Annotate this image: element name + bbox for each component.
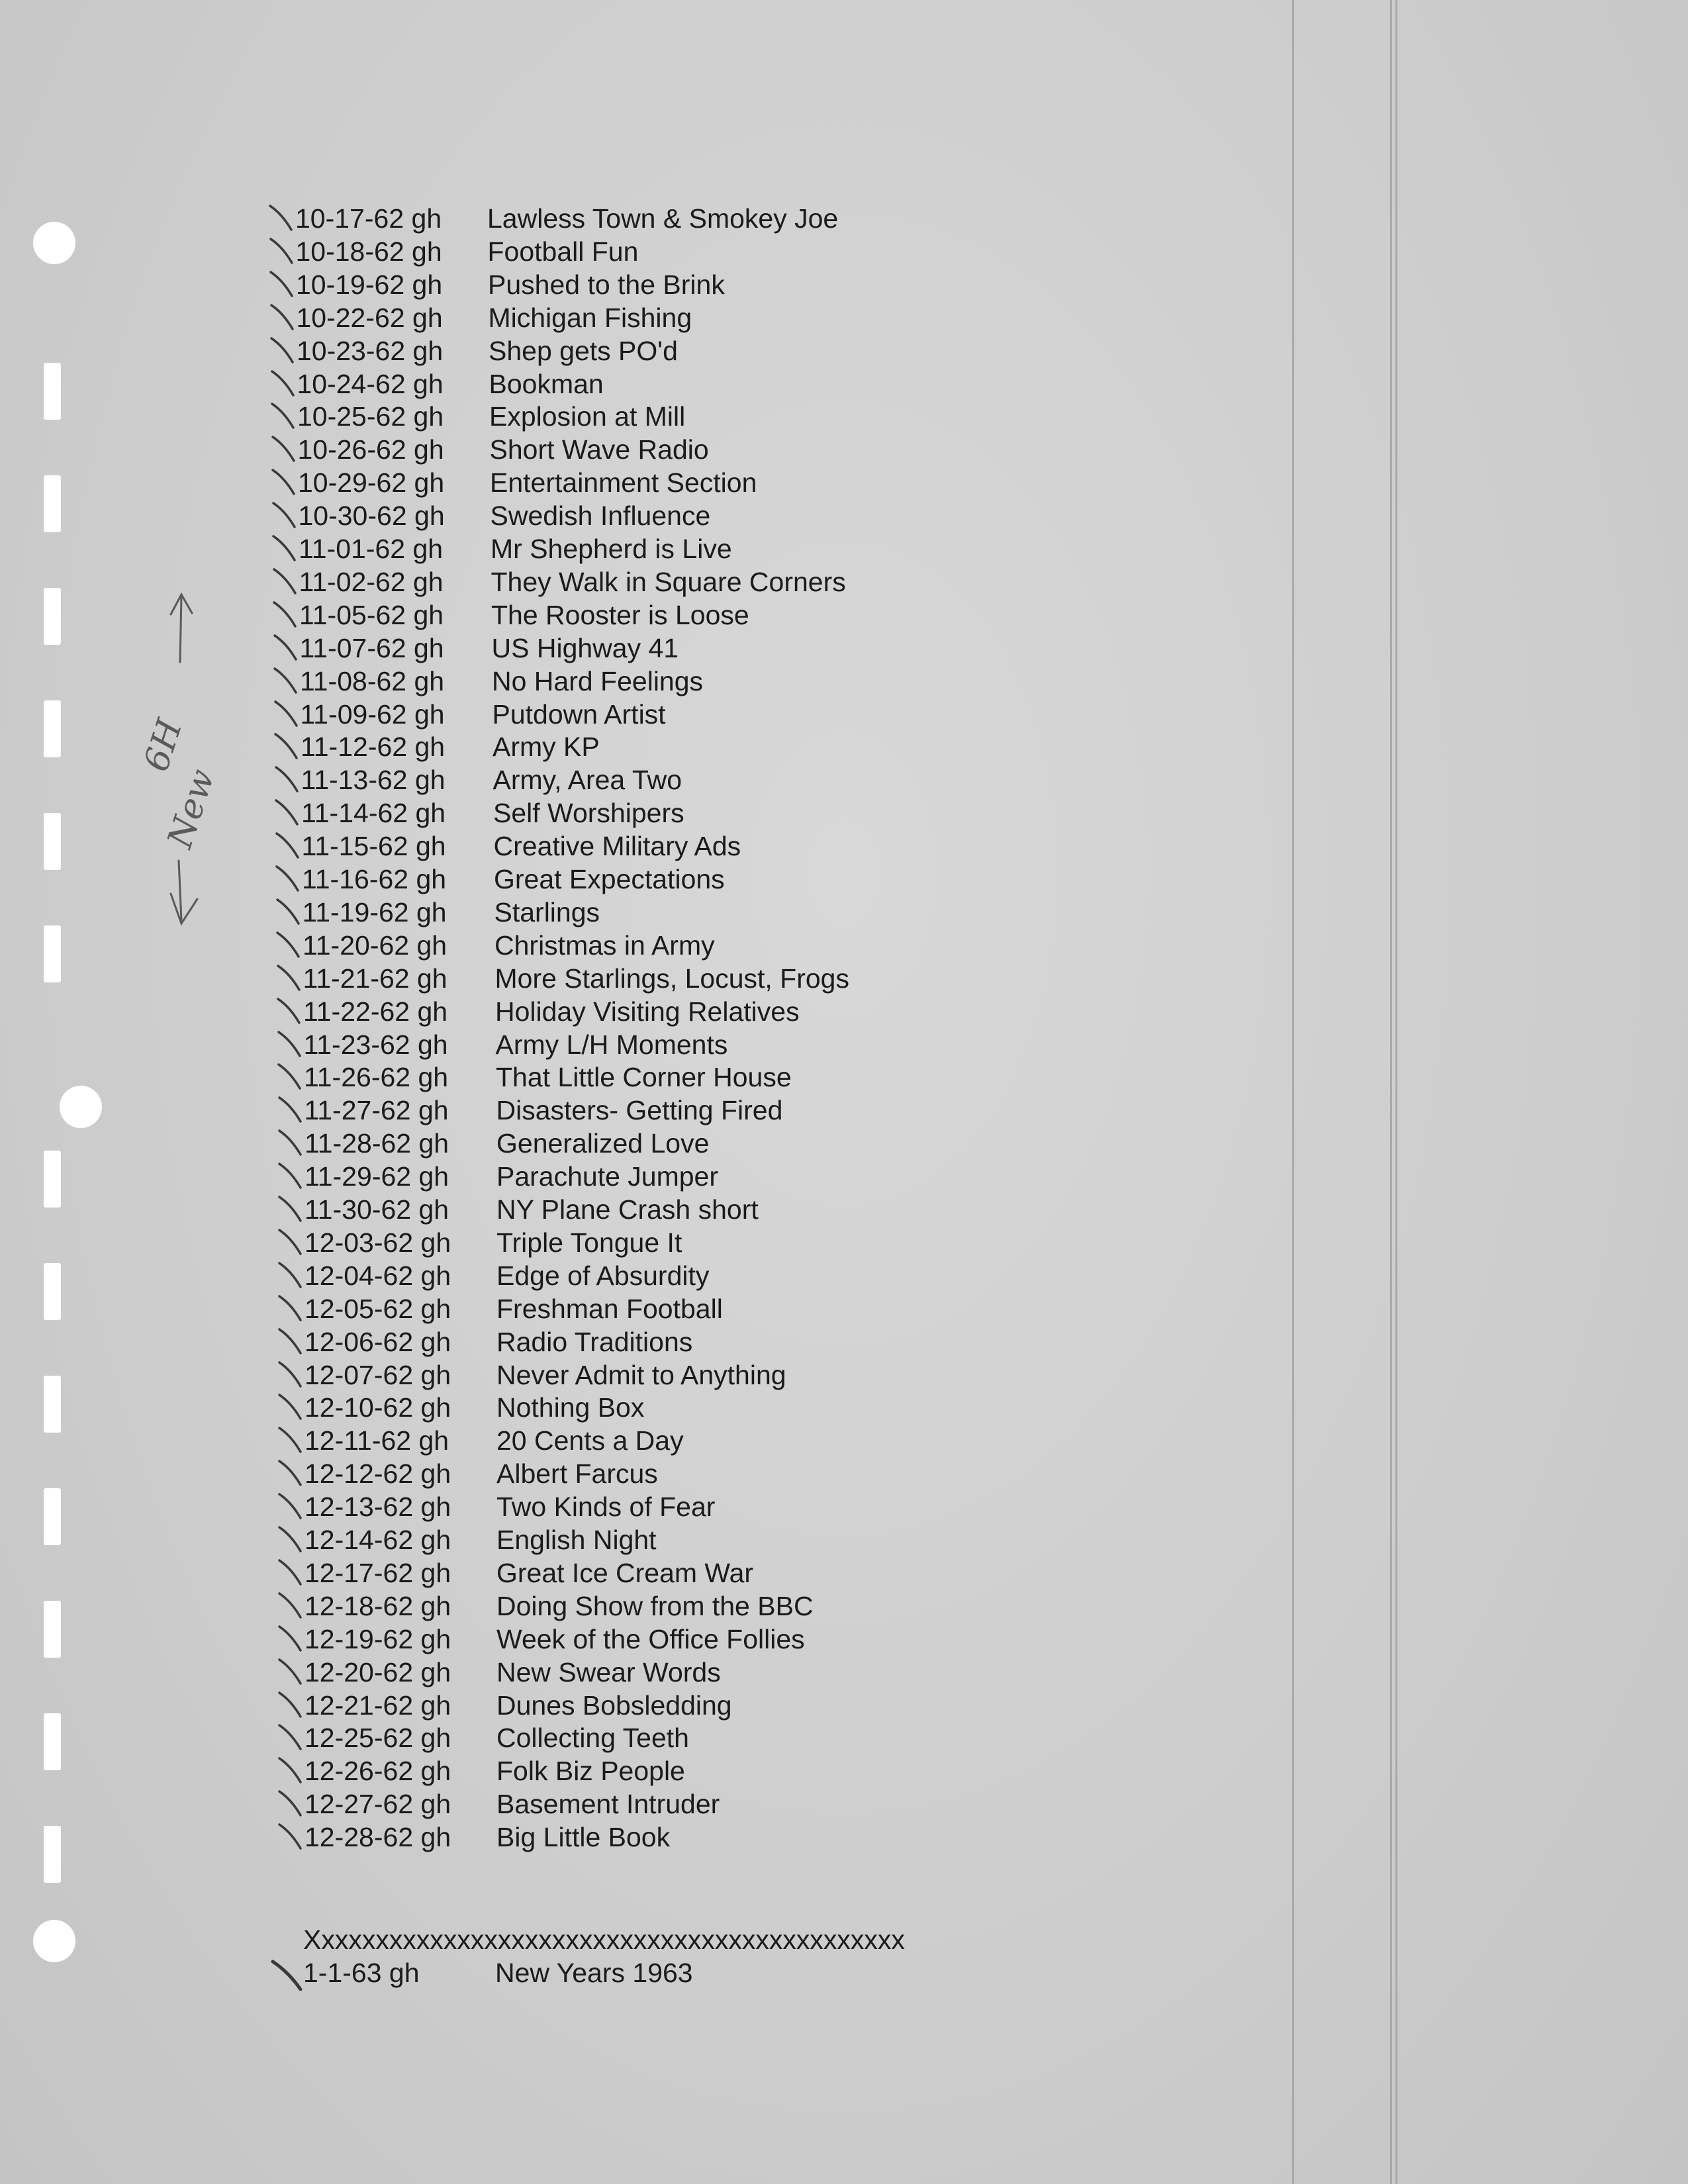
entry-title: Collecting Teeth [496,1723,689,1753]
entry-title: Holiday Visiting Relatives [495,996,800,1027]
list-item [305,1226,966,1259]
binder-hole [44,1263,61,1320]
list-item [305,1391,966,1424]
list-item [299,532,961,565]
list-item [305,1556,966,1590]
entry-title: More Starlings, Locust, Frogs [494,963,849,994]
entry-date: 11-21-62 gh [303,963,447,994]
list-item [300,665,962,698]
list-item [305,1689,966,1722]
entry-title: Pushed to the Brink [488,269,725,300]
list-item [297,400,959,433]
vertical-rule [1395,0,1397,2184]
entry-date: 11-19-62 gh [302,897,447,927]
binder-hole [60,1086,102,1128]
list-item [303,896,964,929]
entry-date: 12-12-62 gh [305,1458,451,1489]
check-mark-icon [270,1227,310,1260]
entry-date: 11-26-62 gh [304,1062,449,1092]
entry-date: 11-30-62 gh [305,1194,449,1225]
check-mark-icon [270,1161,310,1194]
binder-hole [44,363,61,420]
list-item [305,1259,966,1292]
entry-date: 11-29-62 gh [305,1161,449,1192]
entry-date: 12-18-62 gh [305,1591,451,1621]
check-mark-icon [270,1360,310,1393]
entry-date: 12-07-62 gh [305,1360,451,1390]
list-item [299,598,961,632]
check-mark-icon [265,633,305,666]
list-item [305,1193,966,1226]
entry-title: Triple Tongue It [496,1227,682,1258]
list-item [298,433,960,466]
entry-date: 12-20-62 gh [305,1657,451,1687]
entry-date: 10-25-62 gh [297,401,444,432]
check-mark-icon [270,1260,310,1294]
vertical-rule [1292,0,1294,2184]
entry-title: Great Ice Cream War [496,1558,754,1588]
list-item [303,1956,965,1989]
entry-title: Edge of Absurdity [496,1260,710,1291]
list-item [303,962,965,995]
entry-date: 11-20-62 gh [303,930,447,961]
entry-title: Swedish Influence [490,500,711,531]
list-item [301,763,963,796]
entry-title: Nothing Box [496,1392,645,1423]
entry-title: Great Expectations [494,864,725,894]
check-mark-icon [270,1591,310,1624]
entry-title: Basement Intruder [496,1789,720,1819]
entry-date: 11-05-62 gh [299,600,444,630]
check-mark-icon [269,963,308,996]
list-item [305,1721,966,1754]
entry-date: 11-16-62 gh [302,864,447,894]
binder-hole [44,1376,61,1433]
entry-title: Army L/H Moments [495,1029,728,1060]
check-mark-icon [269,1958,308,1991]
entry-date: 11-08-62 gh [300,666,445,696]
check-mark-icon [264,534,304,567]
entry-title: Bookman [489,369,604,399]
list-item [305,1656,966,1689]
list-item [305,1523,966,1556]
binder-hole [33,222,75,264]
check-mark-icon [267,864,307,897]
entry-date: 11-13-62 gh [301,765,445,795]
check-mark-icon [267,798,306,831]
check-mark-icon [270,1194,310,1227]
entry-date: 10-22-62 gh [296,303,443,333]
list-item [305,1358,966,1392]
check-mark-icon [263,434,303,467]
list-item [299,565,961,598]
list-item [300,632,962,665]
entry-title: Starlings [494,897,600,927]
list-item [297,301,959,334]
binder-hole [44,1488,61,1545]
entry-title: Short Wave Radio [489,434,709,465]
check-mark-icon [268,930,308,963]
binder-hole [33,1920,75,1962]
entry-title: Shep gets PO'd [489,336,678,366]
entry-title: US Highway 41 [491,633,679,663]
entry-title: Two Kinds of Fear [496,1492,716,1522]
check-mark-icon [270,1425,310,1458]
entry-title: Michigan Fishing [488,303,692,333]
list-item [297,334,959,367]
entry-date: 11-28-62 gh [305,1128,449,1159]
binder-hole [44,475,61,532]
check-mark-icon [263,369,303,402]
check-mark-icon [261,269,301,303]
list-item [305,1821,966,1854]
list-item [301,698,962,731]
check-mark-icon [269,1062,309,1095]
list-item [305,1325,966,1358]
list-item [301,796,963,830]
list-item [296,235,958,268]
list-item [303,929,964,962]
entry-title: Lawless Town & Smokey Joe [487,203,839,234]
entry-date: 12-05-62 gh [305,1294,451,1324]
list-item [305,1424,966,1457]
list-item [299,499,961,532]
check-mark-icon [270,1392,310,1425]
entry-date: 11-27-62 gh [304,1095,449,1125]
list-item [295,202,957,235]
entry-date: 11-15-62 gh [301,831,446,861]
check-mark-icon [261,203,301,236]
list-item [305,1787,966,1821]
entry-title: Doing Show from the BBC [496,1591,814,1621]
entry-title: New Swear Words [496,1657,721,1687]
entry-date: 11-12-62 gh [301,732,445,762]
entry-date: 11-02-62 gh [299,567,444,597]
binder-hole [44,1151,61,1208]
entry-title: Creative Military Ads [493,831,741,861]
check-mark-icon [270,1690,310,1723]
entry-title: Big Little Book [496,1822,671,1852]
list-item [305,1292,966,1325]
entry-title: Week of the Office Follies [496,1624,805,1654]
entry-title: Mr Shepherd is Live [491,534,732,564]
entry-title: Army KP [492,732,600,762]
entry-title: The Rooster is Loose [491,600,749,630]
list-item [304,1061,966,1094]
entry-title: Radio Traditions [496,1327,693,1357]
check-mark-icon [270,1327,310,1360]
entry-date: 12-28-62 gh [305,1822,451,1852]
entry-date: 10-24-62 gh [297,369,444,399]
handwritten-new: New [160,764,223,853]
entry-title: That Little Corner House [496,1062,792,1092]
entry-date: 12-06-62 gh [305,1327,451,1357]
entry-date: 12-13-62 gh [305,1492,451,1522]
binder-hole [44,1826,61,1883]
check-mark-icon [270,1822,310,1855]
check-mark-icon [270,1789,310,1822]
entry-date: 10-18-62 gh [295,236,442,267]
binder-hole [44,926,61,982]
check-mark-icon [267,831,307,864]
entry-title: Dunes Bobsledding [496,1690,732,1721]
check-mark-icon [270,1723,310,1756]
entry-title: NY Plane Crash short [496,1194,759,1225]
entry-date: 12-19-62 gh [305,1624,451,1654]
entry-title: Putdown Artist [492,699,666,730]
entry-date: 10-26-62 gh [297,434,444,465]
list-item [305,1490,966,1523]
entry-date: 12-21-62 gh [305,1690,451,1721]
list-item [302,863,964,896]
entry-title: 20 Cents a Day [496,1425,684,1456]
entry-date: 10-19-62 gh [296,269,443,300]
entry-title: No Hard Feelings [492,666,704,696]
entry-date: 10-17-62 gh [295,203,442,234]
binder-hole [44,700,61,757]
entry-title: Generalized Love [496,1128,710,1159]
check-mark-icon [270,1294,310,1327]
entry-date: 12-11-62 gh [305,1425,449,1456]
check-mark-icon [270,1756,310,1789]
vertical-rule [1390,0,1392,2184]
list-item [298,466,960,499]
check-mark-icon [262,336,302,369]
list-item [305,1094,966,1127]
binder-hole [44,813,61,870]
check-mark-icon [270,1525,310,1558]
entry-title: Entertainment Section [490,467,757,498]
entry-date: 11-23-62 gh [303,1029,448,1060]
check-mark-icon [262,303,302,336]
entry-date: 10-29-62 gh [298,467,445,498]
check-mark-icon [263,467,303,500]
entry-date: 11-14-62 gh [301,798,446,828]
entry-date: 11-07-62 gh [299,633,444,663]
entry-title: Disasters- Getting Fired [496,1095,783,1125]
check-mark-icon [265,600,305,633]
entry-title: Never Admit to Anything [496,1360,786,1390]
entry-title: Folk Biz People [496,1756,685,1786]
entry-date: 11-01-62 gh [299,534,444,564]
entry-date: 12-14-62 gh [305,1525,451,1555]
list-item [297,367,959,401]
check-mark-icon [265,666,305,699]
list-item [303,995,965,1028]
list-item [305,1754,966,1787]
entry-date: 10-23-62 gh [297,336,444,366]
list-item [304,1028,966,1061]
arrow-up-icon [171,594,192,662]
check-mark-icon [270,1492,310,1525]
check-mark-icon [263,401,303,434]
list-item [305,1590,966,1623]
list-item [305,1127,966,1160]
binder-hole [44,1601,61,1658]
entry-date: 1-1-63 gh [303,1958,420,1988]
check-mark-icon [267,765,306,798]
check-mark-icon [265,567,305,600]
list-item [305,1623,966,1656]
entry-date: 12-26-62 gh [305,1756,451,1786]
entry-title: Freshman Football [496,1294,723,1324]
check-mark-icon [264,500,304,534]
entry-title: English Night [496,1525,657,1555]
handwritten-6h: 6H [136,714,191,777]
check-mark-icon [270,1095,310,1128]
entry-date: 10-30-62 gh [298,500,445,531]
check-mark-icon [269,996,308,1029]
check-mark-icon [270,1558,310,1591]
handwritten-note [132,583,252,953]
entry-title: They Walk in Square Corners [491,567,846,597]
entry-date: 12-10-62 gh [305,1392,451,1423]
check-mark-icon [270,1624,310,1657]
arrow-down-icon [171,861,197,924]
entry-title: Army, Area Two [492,765,682,795]
entry-title: Self Worshipers [493,798,684,828]
entry-title: Albert Farcus [496,1458,658,1489]
list-item [305,1160,966,1193]
entry-title: Christmas in Army [494,930,715,961]
entry-date: 12-25-62 gh [305,1723,451,1753]
check-mark-icon [270,1657,310,1690]
check-mark-icon [266,732,306,765]
check-mark-icon [261,236,301,269]
list-item [301,730,962,763]
entry-title: Explosion at Mill [489,401,686,432]
binder-hole [44,588,61,645]
check-mark-icon [268,897,308,930]
list-item [296,268,958,301]
separator-line: Xxxxxxxxxxxxxxxxxxxxxxxxxxxxxxxxxxxxxxxxxxxx [303,1924,905,1955]
check-mark-icon [266,699,306,732]
entry-date: 12-27-62 gh [305,1789,451,1819]
entry-title: Football Fun [487,236,639,267]
check-mark-icon [270,1128,310,1161]
entry-title: New Years 1963 [495,1958,693,1988]
entry-title: Parachute Jumper [496,1161,719,1192]
entry-date: 12-17-62 gh [305,1558,451,1588]
list-item [305,1457,966,1490]
entry-date: 12-03-62 gh [305,1227,451,1258]
check-mark-icon [269,1029,309,1063]
entry-date: 12-04-62 gh [305,1260,451,1291]
entry-date: 11-09-62 gh [300,699,445,730]
check-mark-icon [270,1458,310,1492]
list-item [302,830,964,863]
binder-hole [44,1713,61,1770]
entry-date: 11-22-62 gh [303,996,448,1027]
